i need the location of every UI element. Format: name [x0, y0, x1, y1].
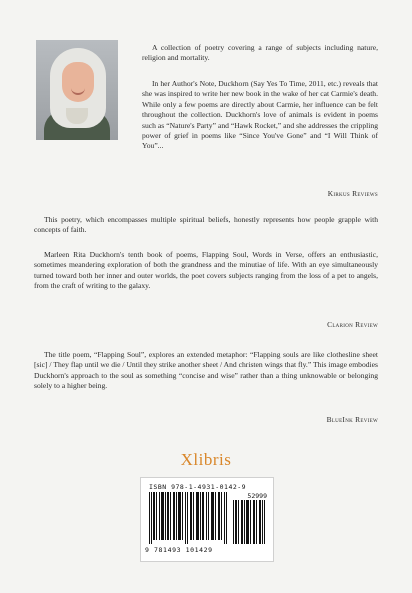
- attribution-kirkus: Kirkus Reviews: [327, 189, 378, 198]
- author-photo: [36, 40, 118, 140]
- review-blueink-body: [34, 350, 378, 392]
- review-kirkus-intro: [142, 43, 378, 64]
- review-kirkus-p2: In her Author's Note, Duckhorn (Say Yes To Time, 2011, etc.) reveals that she was inspired to write her new book in the wake of her cat Carmie's death. While only a few poems are directly about Carmie, her influence can be felt throughout the collection. Duckhorn's love of animals is evident in poems such as “Nature's Party” and “Hawk Rocket,” and she addresses the crippling power of grief in poems like “Since You've Gone” and “I Will Think of You”...: [142, 79, 378, 151]
- attribution-blueink: BlueInk Review: [326, 415, 378, 424]
- attribution-clarion: Clarion Review: [327, 320, 378, 329]
- review-clarion-p2: Marleen Rita Duckhorn's tenth book of poems, Flapping Soul, Words in Verse, offers an enthusiastic, sometimes meandering exploration of both the grandness and the minutiae of life. With an eye simultaneously turned toward both her inner and outer worlds, the poet covers subjects ranging from the loss of a pet to angels, from the craft of writing to the galaxy.: [34, 250, 378, 291]
- review-clarion-intro: [34, 215, 378, 236]
- publisher-logo: Xlibris: [180, 450, 232, 469]
- review-clarion-p1: This poetry, which encompasses multiple spiritual beliefs, honestly represents how people grapple with concepts of faith.: [34, 215, 378, 235]
- review-blueink-p1: The title poem, “Flapping Soul”, explores an extended metaphor: “Flapping souls are like clothesline sheet [sic] / They flap until we die / Until they strike another sheet / And christen wings that fly.” This image embodies Duckhorn's approach to the soul as something “concise and wise” rather than a thing unknowable or belonging solely to a higher being.: [34, 350, 378, 391]
- barcode-panel: [140, 477, 274, 562]
- ean-barcode: [149, 492, 227, 544]
- review-kirkus-p1: A collection of poetry covering a range of subjects including nature, religion and mortality.: [142, 43, 378, 63]
- price-addon-barcode: [233, 500, 265, 544]
- review-kirkus-body: [142, 79, 378, 152]
- isbn-text: ISBN 978-1-4931-0142-9: [149, 483, 247, 491]
- price-code: 52999: [247, 492, 267, 500]
- barcode-number: 9 781493 101429: [145, 546, 213, 554]
- review-clarion-body: [34, 250, 378, 292]
